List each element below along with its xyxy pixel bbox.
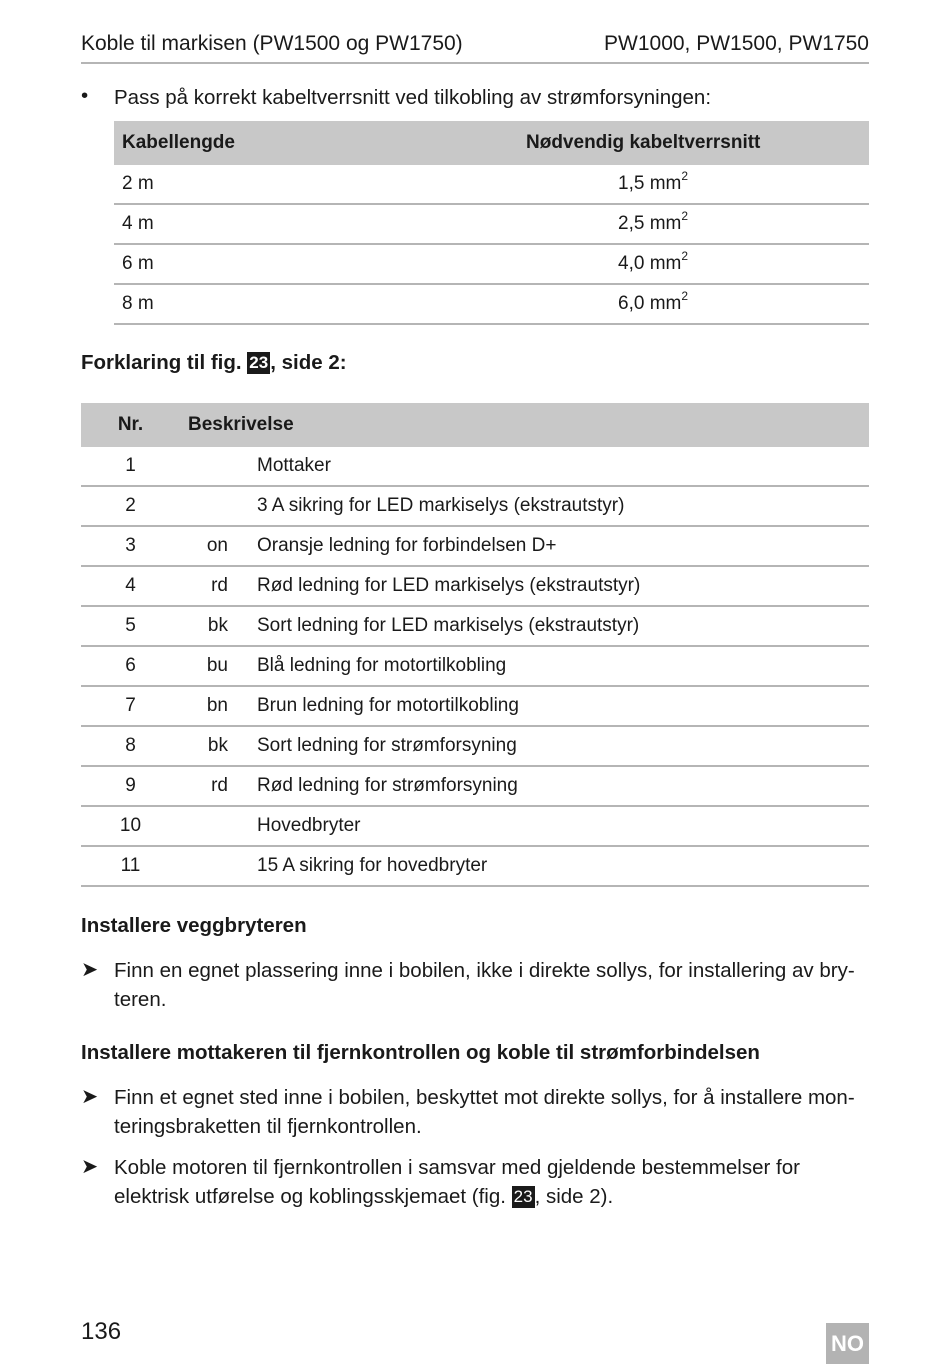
table-row [81,846,869,886]
row-description: 15 A sikring for hovedbryter [228,846,869,886]
cable-length: 6 m [114,244,517,284]
wire-code: rd [180,766,228,806]
row-description: Rød ledning for LED markiselys (ekstrautstyr) [228,566,869,606]
arrow-icon: ➤ [81,958,99,981]
step-text: Finn en egnet plassering inne i bobilen, ikke i direkte sollys, for installering av bry-teren. [114,959,855,1011]
wire-code [180,846,228,886]
table-row [114,284,869,324]
receiver-heading: Installere mottakeren til fjernkontrollen og koble til strømforbindelsen [81,1041,760,1064]
row-number: 4 [81,566,180,606]
wall-switch-heading: Installere veggbryteren [81,914,307,937]
row-number: 9 [81,766,180,806]
wire-code: rd [180,566,228,606]
table-row [81,726,869,766]
row-description: Rød ledning for strømforsyning [228,766,869,806]
cable-length: 8 m [114,284,517,324]
row-number: 6 [81,646,180,686]
row-description: Oransje ledning for forbindelsen D+ [228,526,869,566]
table-row [81,566,869,606]
row-number: 10 [81,806,180,846]
row-description: 3 A sikring for LED markiselys (ekstrautstyr) [228,486,869,526]
row-number: 11 [81,846,180,886]
table-row [81,646,869,686]
cable-length: 2 m [114,165,517,204]
cable-table [114,121,869,325]
header-divider [81,62,869,64]
row-number: 2 [81,486,180,526]
wire-code: bk [180,726,228,766]
table-row [81,686,869,726]
cross-section: 1,5 $mm^2$ [517,165,869,204]
table-row [81,526,869,566]
wire-code: on [180,526,228,566]
cable-table-header [114,121,869,165]
header-cable-length: Kabellengde [114,121,517,165]
header-cross-section: Nødvendig kabeltverrsnitt [517,121,869,165]
table-row [114,204,869,244]
arrow-icon: ➤ [81,1085,99,1108]
legend-heading: Forklaring til fig. 23, side 2: [81,351,347,374]
cable-length: 4 m [114,204,517,244]
header-nr: Nr. [81,403,180,447]
row-number: 7 [81,686,180,726]
language-badge: NO [826,1323,869,1364]
row-number: 3 [81,526,180,566]
row-description: Brun ledning for motortilkobling [228,686,869,726]
wire-code [180,806,228,846]
wire-code [180,486,228,526]
wire-code: bn [180,686,228,726]
running-header-left: Koble til markisen (PW1500 og PW1750) [81,32,463,55]
row-description: Sort ledning for strømforsyning [228,726,869,766]
legend-table [81,403,869,887]
table-row [81,606,869,646]
row-description: Blå ledning for motortilkobling [228,646,869,686]
table-row [81,486,869,526]
intro-text: Pass på korrekt kabeltverrsnitt ved tilkobling av strømforsyningen: [114,86,712,109]
cross-section: 2,5 $mm^2$ [517,204,869,244]
wire-code: bk [180,606,228,646]
row-number: 1 [81,447,180,486]
cross-section: 6,0 $mm^2$ [517,284,869,324]
table-row [81,806,869,846]
row-number: 8 [81,726,180,766]
table-row [81,447,869,486]
arrow-icon: ➤ [81,1155,99,1178]
figure-number-badge: 23 [513,1186,533,1206]
step-text: Koble motoren til fjernkontrollen i samsvar med gjeldende bestemmelser for elektrisk utførelse og koblingsskjemaet (fig. 23, side 2). [114,1156,800,1208]
row-description: Sort ledning for LED markiselys (ekstrautstyr) [228,606,869,646]
running-header-right: PW1000, PW1500, PW1750 [604,32,869,55]
page-number: 136 [81,1318,122,1345]
figure-number-badge: 23 [249,353,269,372]
wire-code [180,447,228,486]
table-row [114,165,869,204]
bullet-icon: • [81,84,89,107]
cross-section: 4,0 $mm^2$ [517,244,869,284]
row-description: Hovedbryter [228,806,869,846]
row-number: 5 [81,606,180,646]
table-row [114,244,869,284]
table-row [81,766,869,806]
header-description: Beskrivelse [180,403,869,447]
step-text: Finn et egnet sted inne i bobilen, beskyttet mot direkte sollys, for å installere mon-teringsbraketten til fjernkontrollen. [114,1086,855,1138]
wire-code: bu [180,646,228,686]
row-description: Mottaker [228,447,869,486]
legend-table-header [81,403,869,447]
